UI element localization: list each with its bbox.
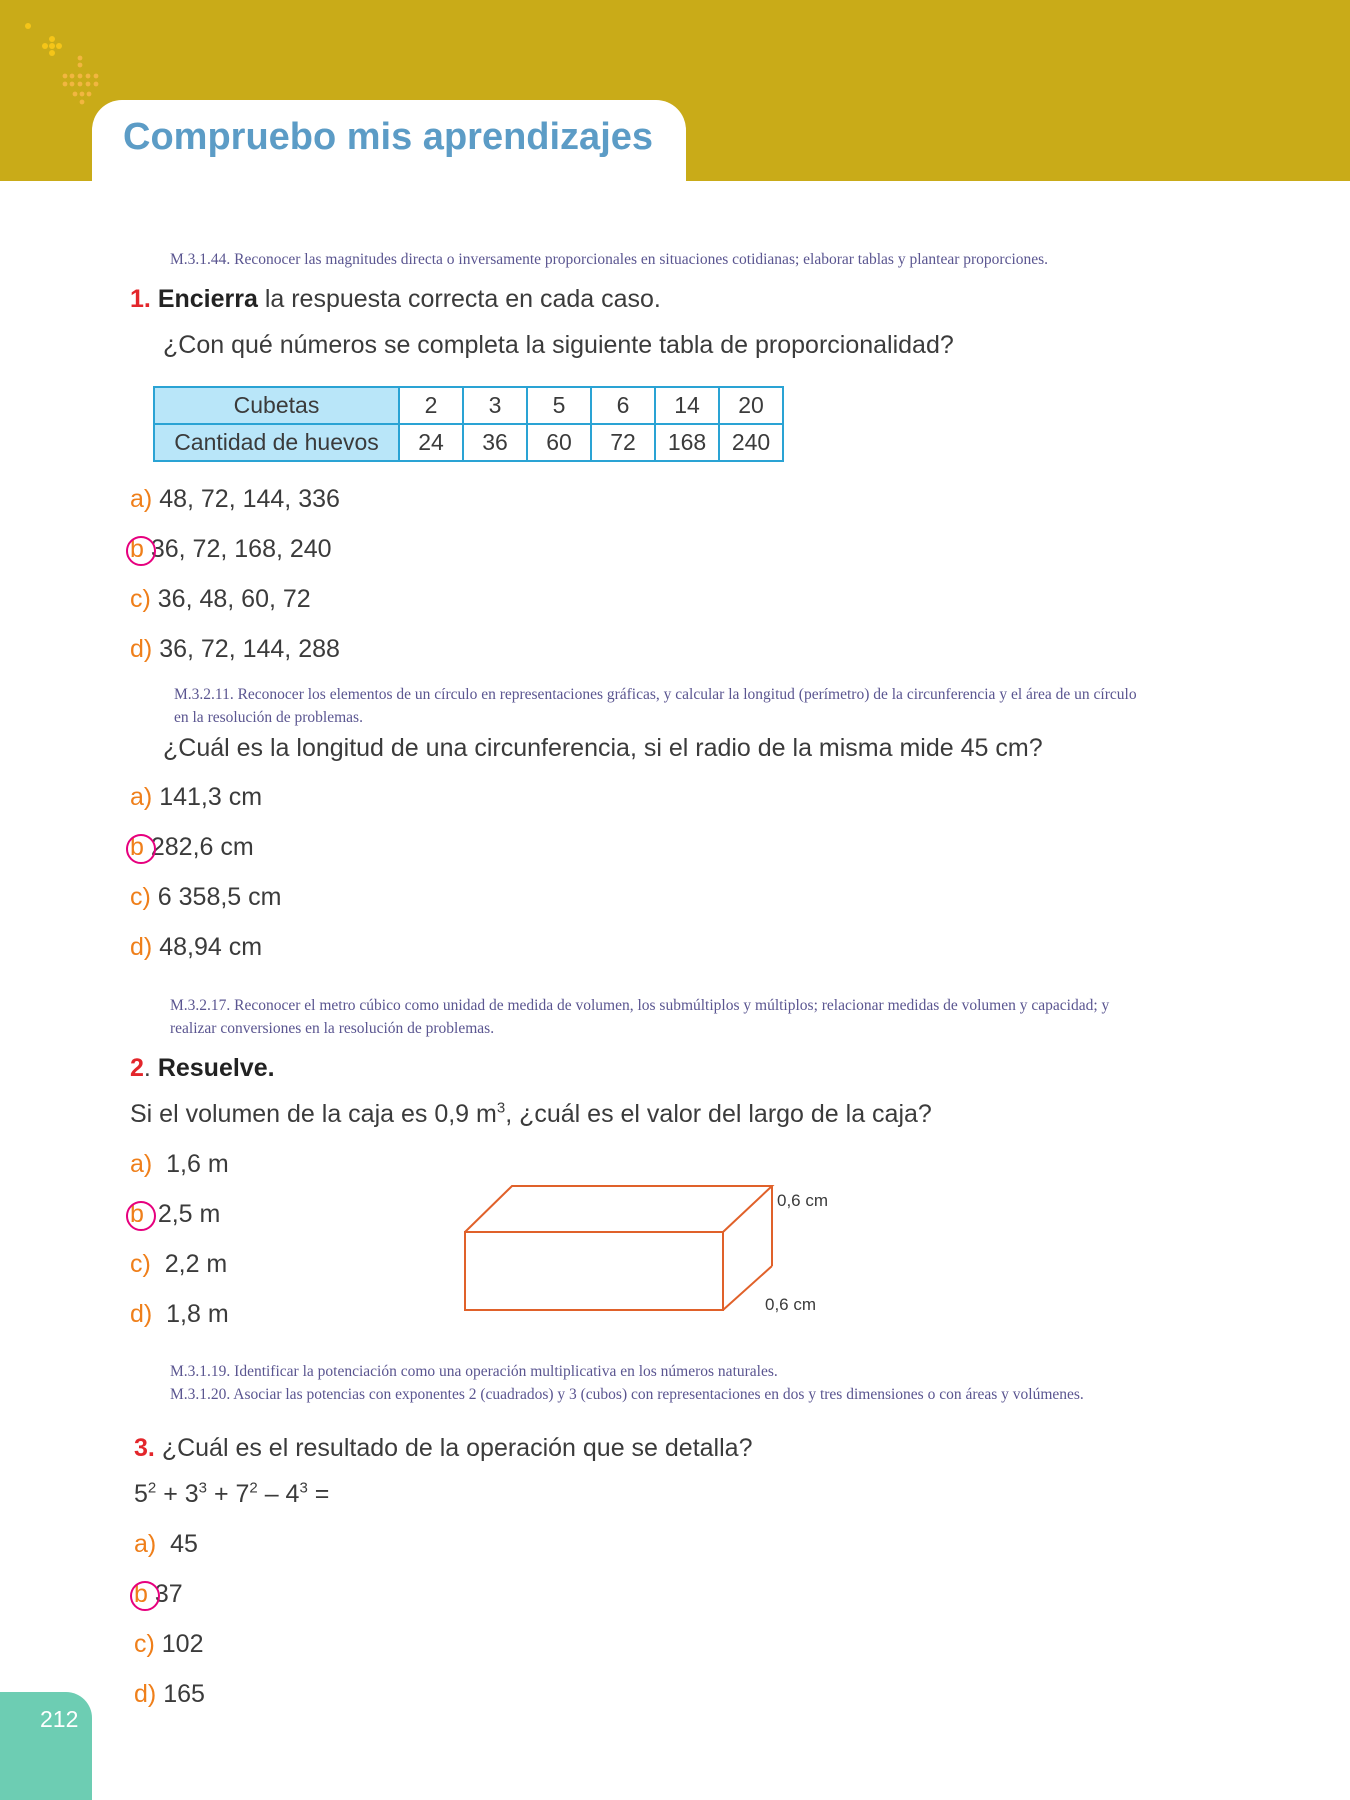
table-cell: 14 bbox=[655, 387, 719, 424]
skill-criterion-3: M.3.2.17. Reconocer el metro cúbico como unidad de medida de volumen, los submúltiplos y múltiplos; relacionar medidas de volumen y capacidad; y realizar conversiones en la resolución de problemas. bbox=[170, 997, 1110, 1037]
skill-criterion-4: M.3.1.19. Identificar la potenciación como una operación multiplicativa en los números naturales. M.3.1.20. Asociar las potencias con exponentes 2 (cuadrados) y 3 (cubos) con representaciones en dos y tres dimensiones o con áreas y volúmenes. bbox=[170, 1363, 1084, 1403]
skill-criterion-1: M.3.1.44. Reconocer las magnitudes directa o inversamente proporcionales en situaciones cotidianas; elaborar tablas y plantear proporciones. bbox=[170, 251, 1049, 268]
question-1-instruction bbox=[130, 284, 661, 314]
power-expression: $5^2 + 3^3 + 7^2 - 4^3$ = bbox=[134, 1479, 330, 1508]
table-cell: 36 bbox=[463, 424, 527, 461]
question-2-number: 2 bbox=[130, 1054, 144, 1082]
box-depth-label: 0,6 cm bbox=[765, 1295, 817, 1314]
table-cell: 6 bbox=[591, 387, 655, 424]
question-3-prompt: 3. ¿Cuál es el resultado de la operación que se detalla? bbox=[134, 1434, 753, 1462]
answer-option-b-selected[interactable]: b 36, 72, 168, 240 bbox=[130, 535, 332, 563]
answer-option-d[interactable]: d) 36, 72, 144, 288 bbox=[130, 635, 340, 663]
question-2-verb: Resuelve. bbox=[157, 1054, 275, 1082]
selected-circle-icon: b bbox=[130, 833, 144, 861]
table-cell: 168 bbox=[655, 424, 719, 461]
answer-option-a[interactable]: a) 48, 72, 144, 336 bbox=[130, 485, 340, 513]
answer-option-a[interactable]: a) 1,6 m bbox=[130, 1150, 229, 1178]
answer-option-c[interactable]: c) 6 358,5 cm bbox=[130, 883, 282, 911]
answer-option-a[interactable]: a) 141,3 cm bbox=[130, 783, 263, 811]
question-1-instruction-text: la respuesta correcta en cada caso. bbox=[257, 285, 661, 313]
answer-option-b-selected[interactable]: b 37 bbox=[134, 1580, 183, 1608]
table-cell: 24 bbox=[399, 424, 463, 461]
table-cell: 20 bbox=[719, 387, 783, 424]
question-2-prompt: Si el volumen de la caja es 0,9 $m^3$, ¿cuál es el valor del largo de la caja? bbox=[130, 1099, 932, 1128]
selected-circle-icon: b bbox=[130, 535, 144, 563]
page-number: 212 bbox=[40, 1706, 79, 1732]
question-1-prompt: ¿Con qué números se completa la siguiente tabla de proporcionalidad? bbox=[163, 331, 954, 359]
question-2-instruction: 2. Resuelve. bbox=[130, 1054, 275, 1082]
table-cell: 240 bbox=[719, 424, 783, 461]
table-cell: 5 bbox=[527, 387, 591, 424]
answer-option-c[interactable]: c) 36, 48, 60, 72 bbox=[130, 585, 311, 613]
question-1-verb: Encierra bbox=[157, 285, 258, 313]
answer-option-d[interactable]: d) 165 bbox=[134, 1680, 205, 1708]
selected-circle-icon: b bbox=[134, 1580, 148, 1608]
table-row bbox=[154, 387, 783, 424]
answer-option-a[interactable]: a) 45 bbox=[134, 1530, 198, 1558]
decorative-dots-icon bbox=[20, 18, 120, 113]
question-1-number: 1. bbox=[130, 285, 151, 313]
answer-option-b-selected[interactable]: b 282,6 cm bbox=[130, 833, 254, 861]
answer-option-d[interactable]: d) 48,94 cm bbox=[130, 933, 263, 961]
answer-option-c[interactable]: c) 102 bbox=[134, 1630, 204, 1658]
box-height-label: 0,6 cm bbox=[777, 1191, 829, 1210]
selected-circle-icon: b bbox=[130, 1200, 144, 1228]
table-row bbox=[154, 424, 783, 461]
question-1b-prompt: ¿Cuál es la longitud de una circunferencia, si el radio de la misma mide 45 cm? bbox=[163, 734, 1043, 762]
page-title: Compruebo mis aprendizajes bbox=[123, 116, 654, 158]
table-header-cell: Cubetas bbox=[154, 387, 399, 424]
proportionality-table bbox=[153, 386, 784, 462]
table-cell: 72 bbox=[591, 424, 655, 461]
answer-option-b-selected[interactable]: b 2,5 m bbox=[130, 1200, 221, 1228]
table-cell: 2 bbox=[399, 387, 463, 424]
answer-option-c[interactable]: c) 2,2 m bbox=[130, 1250, 228, 1278]
box-diagram bbox=[460, 1180, 780, 1320]
skill-criterion-2: M.3.2.11. Reconocer los elementos de un círculo en representaciones gráficas, y calcular la longitud (perímetro) de la circunferencia y el área de un círculo en la resolución de problemas. bbox=[174, 686, 1137, 726]
question-3-number: 3. bbox=[134, 1434, 155, 1462]
table-header-cell: Cantidad de huevos bbox=[154, 424, 399, 461]
answer-option-d[interactable]: d) 1,8 m bbox=[130, 1300, 229, 1328]
table-cell: 60 bbox=[527, 424, 591, 461]
table-cell: 3 bbox=[463, 387, 527, 424]
